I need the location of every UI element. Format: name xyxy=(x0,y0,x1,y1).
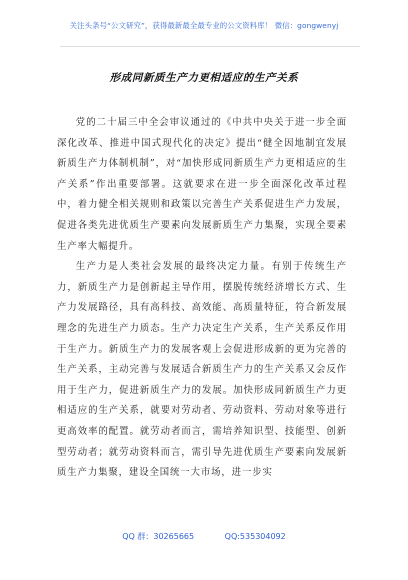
body-paragraph: 生产力是人类社会发展的最终决定力量。有别于传统生产力，新质生产力是创新起主导作用，摆脱传统经济增长方式、生产力发展路径，具有高科技、高效能、高质量特征，符合新发展理念的先进生产力质态。生产力决定生产关系，生产关系反作用于生产力。新质生产力的发展客观上会促进形成新的更为完善的生产关系，主动完善与发展适合新质生产力的生产关系又会反作用于生产力，促进新质生产力的发展。加快形成同新质生产力更相适应的生产关系，就要对劳动者、劳动资料、劳动对象等进行更高效率的配置。就劳动者而言，需培养知识型、技能型、创新型劳动者；就劳动资料而言，需引导先进优质生产要素向发展新质生产力集聚，建设全国统一大市场，进一步实 xyxy=(57,261,347,479)
header-notice-text: 关注头条号“公文研究”，获得最新最全最专业的公文资料库！ 微信：gongwenyj xyxy=(69,21,339,30)
document-title: 形成同新质生产力更相适应的生产关系 xyxy=(109,72,299,84)
document-body xyxy=(57,113,347,484)
footer-qq-group: QQ 群：30265665 xyxy=(122,532,195,541)
footer-contact xyxy=(0,531,408,542)
footer-qq-number: QQ:535304092 xyxy=(224,532,286,541)
body-paragraph: 党的二十届三中全会审议通过的《中共中央关于进一步全面深化改革、推进中国式现代化的决定》提出“健全因地制宜发展新质生产力体制机制”，对“加快形成同新质生产力更相适应的生产关系”作出重要部署。这就要求在进一步全面深化改革过程中，着力健全相关规则和政策以完善生产关系促进生产力发展，促进各类先进优质生产要素向发展新质生产力集聚，实现全要素生产率大幅提升。 xyxy=(57,117,347,252)
header-divider xyxy=(60,46,360,47)
header-notice xyxy=(0,20,408,31)
